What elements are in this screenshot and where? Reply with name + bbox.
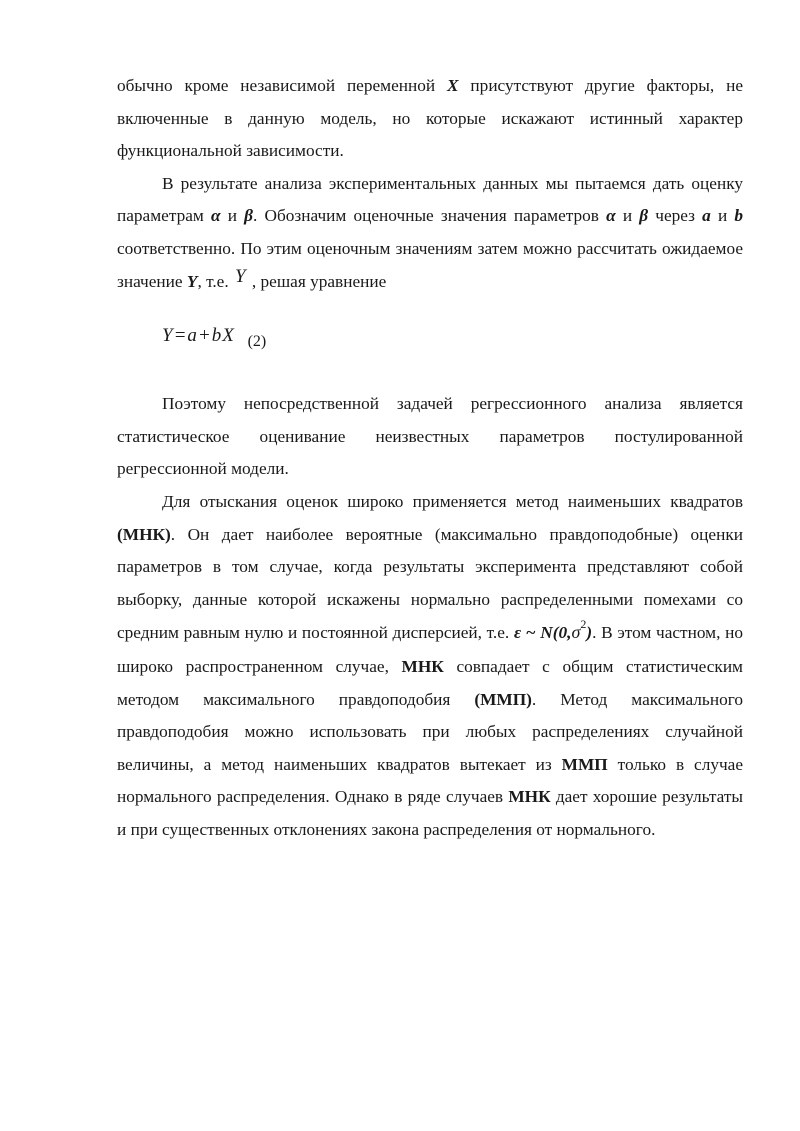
text-run: соответственно. По этим оценочным значениям затем можно рассчитать ожидаемое значение bbox=[117, 238, 743, 291]
text-run: Поэтому непосредственной задачей регрессионного анализа является статистическое оценивание неизвестных параметров постулированной регрессионной модели. bbox=[117, 394, 743, 479]
text-bold: (ММП) bbox=[474, 689, 532, 709]
paragraph-2 bbox=[117, 168, 743, 298]
text-sup: 2 bbox=[580, 617, 587, 632]
text-run: В результате анализа экспериментальных данных мы пытаемся дать оценку параметрам bbox=[117, 173, 743, 226]
paragraph-4 bbox=[117, 486, 743, 847]
text-run: и bbox=[220, 206, 245, 226]
text-sym: Y bbox=[186, 271, 198, 291]
text-run: , решая уравнение bbox=[247, 271, 387, 291]
text-run: . Обозначим оценочные значения параметров bbox=[253, 206, 607, 226]
text-run: и bbox=[710, 206, 735, 226]
paragraph-1 bbox=[117, 70, 743, 168]
text-run: . В этом частном, но широко распространенном случае, bbox=[117, 623, 743, 676]
text-sym: X bbox=[447, 76, 459, 95]
text-run: и bbox=[615, 206, 640, 226]
text-bold: (МНК) bbox=[117, 524, 171, 544]
text-run: только в случае нормального распределения. Однако в ряде случаев bbox=[117, 754, 743, 807]
text-sym: α bbox=[606, 206, 616, 226]
text-run: . Метод максимального правдоподобия можно использовать при любых распределениях случайной величины, а метод наименьших квадратов вытекает из bbox=[117, 689, 744, 774]
text-run: присутствуют другие факторы, не включенные в данную модель, но которые искажают истинный характер функциональной зависимости. bbox=[117, 76, 743, 161]
text-sym: β bbox=[639, 206, 649, 226]
text-sym: α bbox=[211, 206, 221, 226]
text-sym: ε ~ N(0, bbox=[513, 623, 572, 643]
text-sym: b bbox=[734, 206, 744, 226]
text-run: совпадает с общим статистическим методом максимального правдоподобия bbox=[117, 656, 743, 709]
text-yhat: Y bbox=[235, 265, 246, 287]
equation-number: (2) bbox=[247, 333, 267, 351]
text-sym: ) bbox=[586, 623, 593, 643]
document-page bbox=[117, 70, 743, 846]
text-run: , т.е. bbox=[197, 271, 233, 291]
text-sym: a bbox=[702, 206, 711, 226]
text-run: дает хорошие результаты и при существенных отклонениях закона распределения от нормального. bbox=[117, 787, 743, 839]
text-sym: β bbox=[244, 206, 254, 226]
paragraph-3 bbox=[117, 388, 743, 486]
text-run: через bbox=[648, 206, 703, 226]
text-run: Для отыскания оценок широко применяется метод наименьших квадратов bbox=[162, 491, 743, 511]
equation-2 bbox=[162, 320, 743, 352]
text-bold: ММП bbox=[561, 754, 608, 774]
text-run: . Он дает наиболее вероятные (максимально правдоподобные) оценки параметров в том случае, когда результаты эксперимента представляют собой выборку, данные которой искажены нормально распределенными помехами со средним равным нулю и постоянной дисперсией, т.е. bbox=[117, 524, 743, 643]
equation-expression: Y=a+bX bbox=[162, 325, 235, 347]
text-bold: МНК bbox=[508, 787, 551, 807]
text-bold: МНК bbox=[401, 656, 444, 676]
text-run: обычно кроме независимой переменной bbox=[117, 76, 448, 95]
text-sig: σ bbox=[571, 622, 581, 643]
